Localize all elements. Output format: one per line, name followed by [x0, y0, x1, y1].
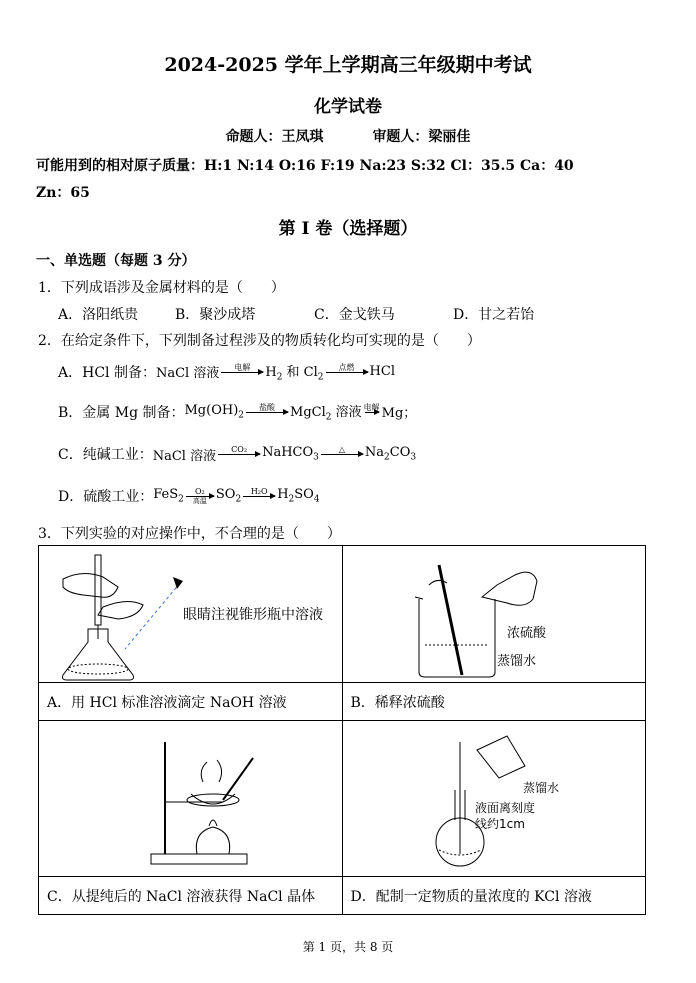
q2-option-a	[58, 361, 395, 383]
q2a-arrow2: 点燃	[326, 363, 368, 381]
q1-option-a: A．洛阳纸贵	[58, 307, 139, 323]
titration-illustration	[43, 547, 343, 682]
reviewer: 审题人：梁丽佳	[372, 129, 471, 145]
exp-a-annotation: 眼睛注视锥形瓶中溶液	[183, 607, 323, 623]
exp-c-image	[39, 721, 343, 877]
q2c-r1: NaCl 溶液	[152, 448, 217, 464]
q3-stem: 3．下列实验的对应操作中，不合理的是（ ）	[38, 526, 341, 542]
q2d-r1: FeS$_2$	[153, 487, 184, 505]
exam-title: 2024-2025 学年上学期高三年级期中考试	[164, 54, 532, 76]
q2c-label: C．纯碱工业：	[58, 447, 153, 463]
volumetric-flask-illustration	[347, 722, 647, 876]
q2c-r3: $Na_2CO_3$	[364, 445, 417, 463]
q2a-label: A．HCl 制备：	[58, 364, 156, 381]
setter: 命题人：王凤琪	[225, 129, 324, 145]
q2d-label: D．硫酸工业：	[58, 489, 154, 505]
q2-stem: 2．在给定条件下，下列制备过程涉及的物质转化均可实现的是（ ）	[38, 333, 481, 349]
q2d-arrow2: H₂O	[243, 487, 275, 505]
q2a-arrow1: 电解	[221, 363, 263, 381]
q2b-r2: MgCl$_2$ 溶液	[290, 405, 362, 423]
page-footer: 第 1 页，共 8 页	[302, 940, 394, 954]
atomic-masses: 可能用到的相对原子质量：H:1 N:14 O:16 F:19 Na:23 S:32 Cl：35.5 Ca：40	[36, 158, 574, 174]
q2d-r3: $H_2SO_4$	[277, 487, 320, 505]
authors-line	[0, 126, 696, 146]
q2b-label: B．金属 Mg 制备：	[58, 404, 185, 421]
q2-option-d	[58, 486, 320, 506]
exp-d-label-level: 液面离刻度	[474, 801, 535, 815]
dilution-illustration	[347, 547, 647, 682]
q2b-r3: Mg；	[381, 406, 417, 422]
q2-option-c	[58, 444, 416, 464]
q2a-r3: HCl	[369, 364, 395, 380]
q2-option-b	[58, 401, 416, 423]
volume-title: 第 I 卷（选择题）	[278, 219, 418, 239]
q2b-arrow1: 盐酸	[246, 403, 288, 421]
q1-option-b: B．聚沙成塔	[175, 307, 256, 323]
exp-b-label-water: 蒸馏水	[496, 654, 536, 669]
q2a-r2: $H_2$ 和 $Cl_2$	[265, 365, 324, 383]
evaporation-illustration	[43, 722, 343, 876]
q2a-r1: NaCl 溶液	[155, 366, 220, 382]
experiment-table	[38, 545, 646, 915]
exp-d-label-water: 蒸馏水	[522, 781, 559, 795]
q2d-arrow1: O₂ 高温	[186, 487, 214, 505]
q1-option-c: C．金戈铁马	[314, 307, 395, 323]
q2c-arrow2: △	[321, 445, 363, 463]
q2c-r2: NaHCO$_3$	[262, 445, 319, 463]
q2c-arrow1: CO₂	[218, 445, 260, 463]
exp-a-caption: A．用 HCl 标准溶液滴定 NaOH 溶液	[39, 683, 343, 721]
exp-d-image	[342, 721, 646, 877]
exp-b-label-acid: 浓硫酸	[506, 626, 546, 641]
q2b-arrow2: 电解	[363, 402, 380, 412]
section-title: 一、单选题（每题 3 分）	[36, 253, 196, 269]
atomic-masses-cont: Zn：65	[36, 185, 90, 201]
q2b-r1: $Mg(OH)_2$	[184, 403, 245, 421]
q1-option-d: D．甘之若饴	[453, 307, 535, 323]
exp-b-caption: B．稀释浓硫酸	[342, 683, 646, 721]
q2d-r2: $SO_2$	[215, 487, 242, 505]
q1-stem: 1．下列成语涉及金属材料的是（ ）	[38, 280, 285, 296]
exp-d-caption: D．配制一定物质的量浓度的 KCl 溶液	[342, 877, 646, 915]
exp-c-caption: C．从提纯后的 NaCl 溶液获得 NaCl 晶体	[39, 877, 343, 915]
exp-d-label-cm: 线约1cm	[474, 817, 525, 831]
subject-title: 化学试卷	[314, 97, 382, 117]
exp-a-image	[39, 546, 343, 683]
exp-b-image	[342, 546, 646, 683]
